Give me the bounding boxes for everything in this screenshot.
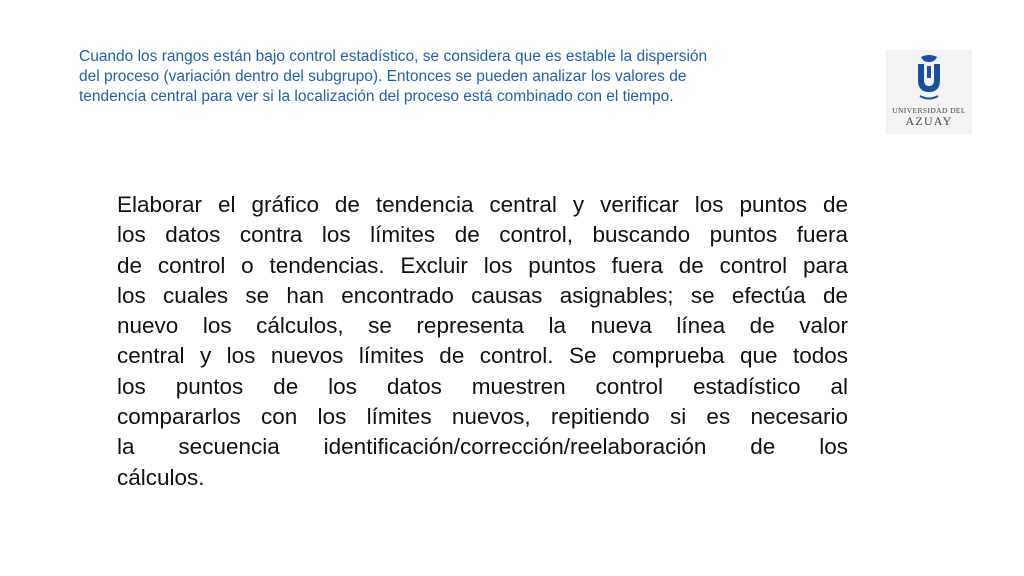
body-line: central y los nuevos límites de control. Se comprueba que todos [117,343,848,369]
university-logo [886,50,972,134]
header-line: del proceso (variación dentro del subgrupo). Entonces se pueden analizar los valores de [79,68,687,85]
body-paragraph [117,190,848,493]
header-line: tendencia central para ver si la localización del proceso está combinado con el tiempo. [79,88,674,105]
logo-text-top: UNIVERSIDAD DEL [892,106,966,115]
body-line: los puntos de los datos muestren control estadístico al [117,373,848,399]
body-line: los cuales se han encontrado causas asignables; se efectúa de [117,282,848,308]
body-line: cálculos. [117,464,205,490]
body-line: nuevo los cálculos, se representa la nueva línea de valor [117,313,848,339]
logo-text-bottom: AZUAY [905,114,953,128]
body-line: la secuencia identificación/corrección/reelaboración de los [117,434,848,460]
body-line: los datos contra los límites de control, buscando puntos fuera [117,222,848,248]
header-paragraph [79,47,789,107]
university-emblem-icon [886,50,972,106]
body-line: Elaborar el gráfico de tendencia central y verificar los puntos de [117,192,848,217]
body-line: compararlos con los límites nuevos, repitiendo si es necesario [117,404,848,430]
body-line: de control o tendencias. Excluir los puntos fuera de control para [117,252,848,278]
header-line: Cuando los rangos están bajo control estadístico, se considera que es estable la dispersión [79,48,708,65]
